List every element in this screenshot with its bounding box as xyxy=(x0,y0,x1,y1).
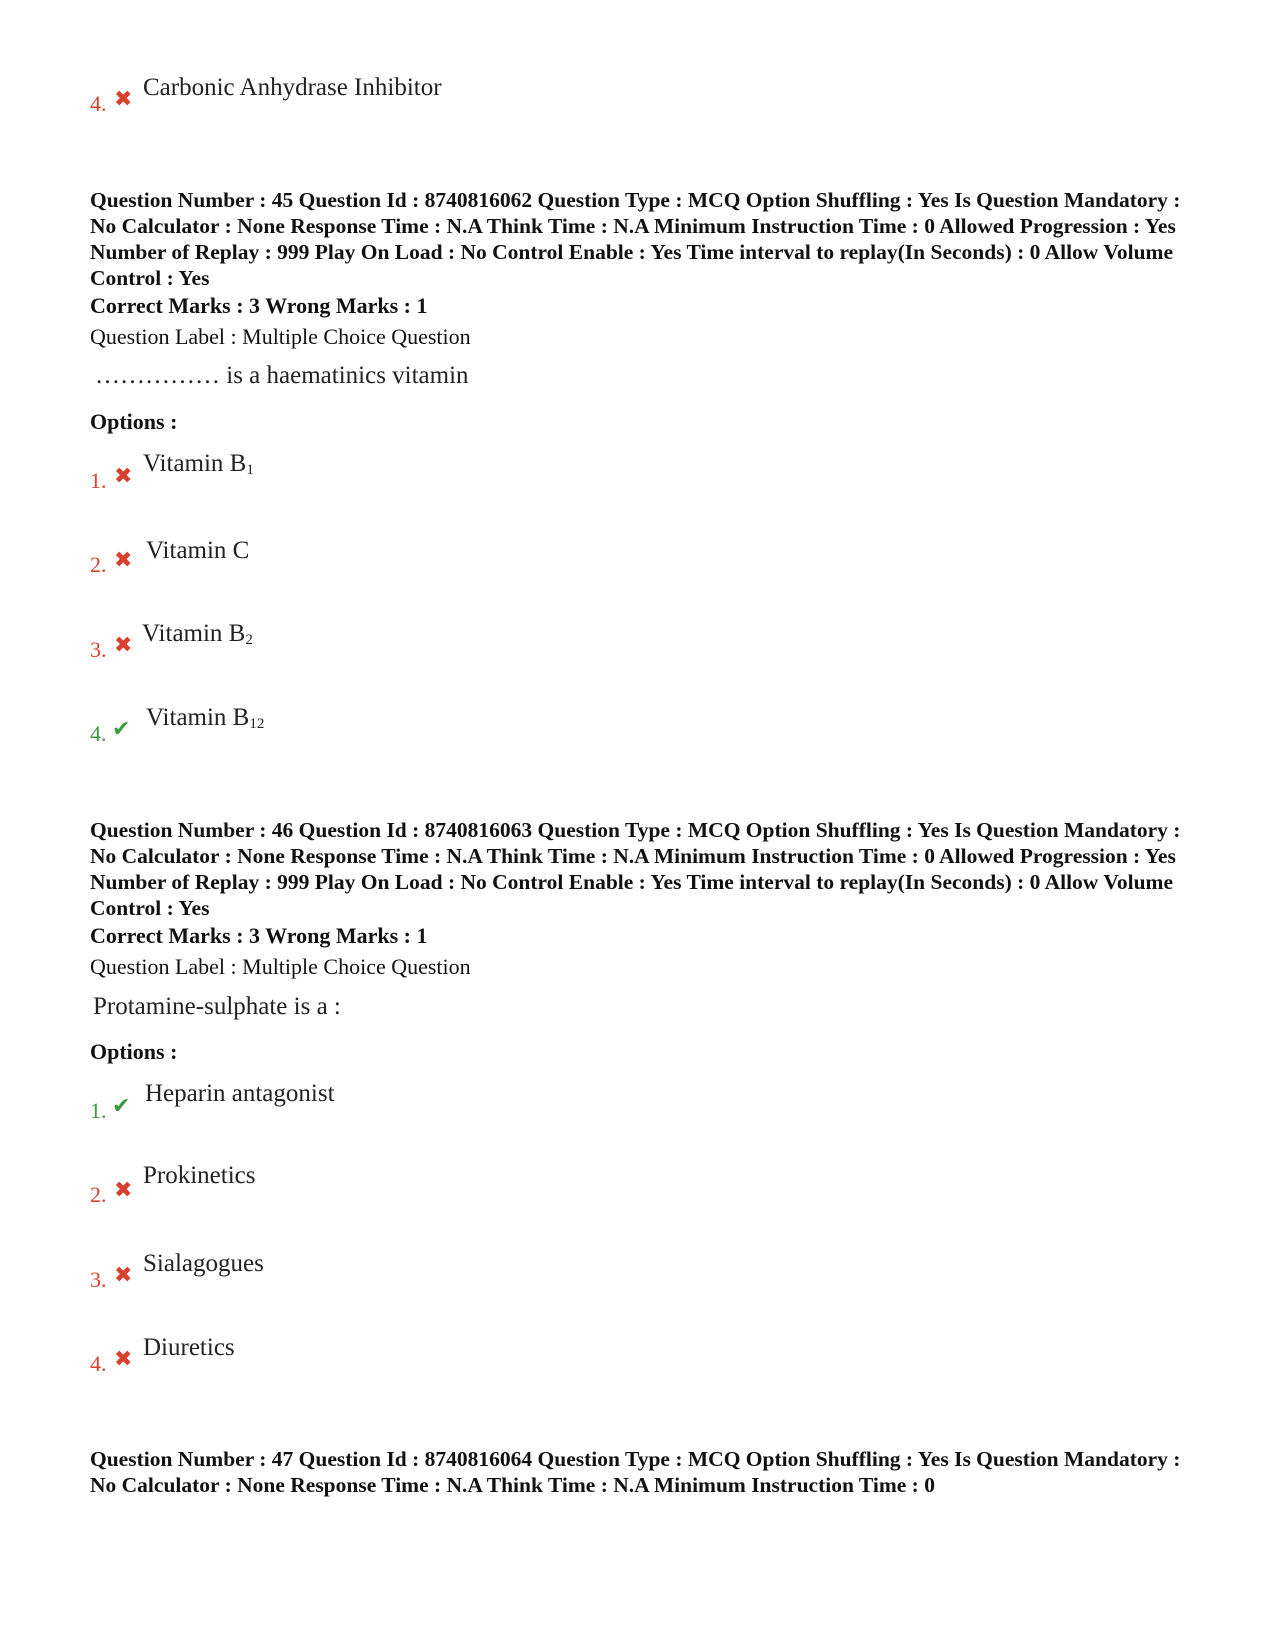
option-number: 1. xyxy=(90,468,107,493)
cross-icon: ✖ xyxy=(114,1178,133,1203)
option-text: Prokinetics xyxy=(143,1162,256,1189)
question-marks: Correct Marks : 3 Wrong Marks : 1 xyxy=(90,923,428,948)
option-text: Vitamin $B_2$ xyxy=(142,620,253,648)
option-number: 3. xyxy=(90,637,107,662)
question-label: Question Label : Multiple Choice Question xyxy=(90,324,471,349)
question-label: Question Label : Multiple Choice Question xyxy=(90,954,471,979)
options-heading: Options : xyxy=(90,1039,178,1064)
option-text: Sialagogues xyxy=(143,1250,264,1277)
option-text: Vitamin $B_1$ xyxy=(143,450,254,478)
option-number: 4. xyxy=(90,91,107,116)
check-icon: ✔ xyxy=(112,1094,131,1119)
question-meta: Question Number : 45 Question Id : 8740816062 Question Type : MCQ Option Shuffling : Yes Is Question Mandatory : No Calculator : None Response Time : N.A Think Time : N.A Minimum Instruction Time : 0 Allowed Progression : Yes Number of Replay : 999 Play On Load : No Control Enable : Yes Time interval to replay(In Seconds) : 0 Allow Volume Control : Yes xyxy=(90,188,1181,290)
option-number: 4. xyxy=(90,1351,107,1376)
cross-icon: ✖ xyxy=(114,464,133,489)
cross-icon: ✖ xyxy=(114,1347,133,1372)
option-text: Carbonic Anhydrase Inhibitor xyxy=(143,74,442,101)
cross-icon: ✖ xyxy=(114,1263,133,1288)
cross-icon: ✖ xyxy=(114,548,133,573)
option-text: Heparin antagonist xyxy=(145,1080,335,1107)
option-number: 3. xyxy=(90,1267,107,1292)
check-icon: ✔ xyxy=(112,717,131,742)
cross-icon: ✖ xyxy=(114,87,133,112)
cross-icon: ✖ xyxy=(114,633,133,658)
question-meta: Question Number : 47 Question Id : 8740816064 Question Type : MCQ Option Shuffling : Yes Is Question Mandatory : No Calculator : None Response Time : N.A Think Time : N.A Minimum Instruction Time : 0 xyxy=(90,1447,1181,1497)
option-text: Vitamin C xyxy=(146,537,250,564)
question-meta: Question Number : 46 Question Id : 8740816063 Question Type : MCQ Option Shuffling : Yes Is Question Mandatory : No Calculator : None Response Time : N.A Think Time : N.A Minimum Instruction Time : 0 Allowed Progression : Yes Number of Replay : 999 Play On Load : No Control Enable : Yes Time interval to replay(In Seconds) : 0 Allow Volume Control : Yes xyxy=(90,818,1181,920)
option-number: 1. xyxy=(90,1098,107,1123)
option-number: 2. xyxy=(90,552,107,577)
option-number: 2. xyxy=(90,1182,107,1207)
question-text: …………… is a haematinics vitamin xyxy=(95,362,469,389)
option-text: Vitamin $B_{12}$ xyxy=(146,704,265,732)
question-marks: Correct Marks : 3 Wrong Marks : 1 xyxy=(90,293,428,318)
option-number: 4. xyxy=(90,721,107,746)
option-text: Diuretics xyxy=(143,1334,235,1361)
question-text: Protamine-sulphate is a : xyxy=(93,993,341,1020)
options-heading: Options : xyxy=(90,409,178,434)
